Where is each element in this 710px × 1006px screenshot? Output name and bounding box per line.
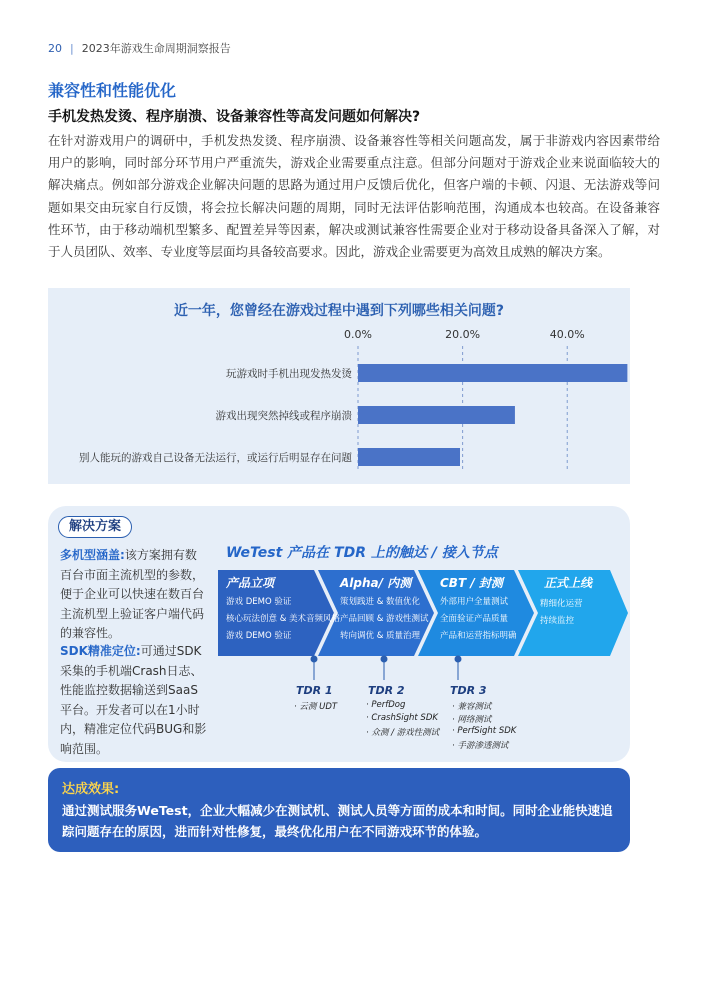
x-tick-label: 20.0% (445, 328, 481, 341)
category-label: 别人能玩的游戏自己设备无法运行，或运行后明显存在问题 (79, 452, 352, 464)
category-label: 游戏出现突然掉线或程序崩溃 (215, 410, 352, 422)
page-number: 20 (48, 42, 62, 55)
sdk-line: 性能监控数据输送到SaaS (60, 683, 198, 697)
sdk-line: 可通过SDK (140, 644, 202, 658)
tdr3-label: TDR 3 (450, 684, 487, 697)
coverage-line: 的兼容性。 (60, 626, 121, 640)
sdk-line: 平台。开发者可以在1小时 (60, 702, 200, 717)
tdr3-dot (455, 656, 462, 663)
effect-title: 达成效果: (62, 782, 120, 797)
stage-1-item: 游戏 DEMO 验证 (226, 597, 292, 607)
sdk-line: 内，精准定位代码BUG和影 (60, 722, 207, 736)
coverage-line: 主流机型上验证客户端代码 (60, 606, 205, 621)
stage-1-item: 核心玩法创意 & 美术音频风格 (226, 614, 341, 624)
stage-2-title: Alpha/ 内测 (340, 576, 412, 590)
header-separator: | (70, 42, 74, 55)
effect-text: 通过测试服务WeTest，企业大幅减少在测试机、测试人员等方面的成本和时间。同时企业能快速追踪问题存在的原因，进而针对性修复，最终优化用户在不同游戏环节的体验。 (62, 803, 613, 839)
sdk-highlight: SDK精准定位: (60, 644, 141, 658)
section-title: 兼容性和性能优化 (48, 81, 177, 100)
coverage-line: 百台市面主流机型的参数， (60, 567, 205, 582)
sdk-line: 响范围。 (60, 741, 109, 756)
stage-2-item: 策划践进 & 数值优化 (340, 597, 421, 607)
stage-1-title: 产品立项 (226, 576, 275, 590)
tdr3-item: · 网络测试 (452, 715, 492, 725)
tdr2-dot (381, 656, 388, 663)
tdr2-label: TDR 2 (368, 684, 405, 697)
stage-3-item: 产品和运营指标明确 (440, 631, 517, 641)
tdr3-item: · 兼容测试 (452, 702, 492, 712)
sdk-line: 采集的手机端Crash日志、 (60, 663, 203, 678)
tdr1-dot (311, 656, 318, 663)
tdr2-item: · 众测 / 游戏性测试 (366, 728, 440, 738)
report-title: 2023年游戏生命周期洞察报告 (81, 42, 231, 55)
tdr2-item: · PerfDog (366, 700, 406, 710)
question-heading: 手机发热发烫、程序崩溃、设备兼容性等高发问题如何解决? (48, 109, 421, 125)
tdr3-item: · PerfSight SDK (452, 726, 517, 736)
tdr2-item: · CrashSight SDK (366, 713, 438, 723)
solution-tag: 解决方案 (58, 516, 132, 538)
coverage-line: 便于企业可以快速在数百台 (60, 587, 205, 601)
body-paragraph: 在针对游戏用户的调研中，手机发热发烫、程序崩溃、设备兼容性等相关问题高发，属于非游戏内容因素带给用户的影响，同时部分环节用户严重流失，游戏企业需要重点注意。但部分问题对于游戏企业来说面临较大的解决痛点。例如部分游戏企业解决问题的思路为通过用户反馈后优化，但客户端的卡顿、闪退、无法游戏等问题如果交由玩家自行反馈，将会拉长解决问题的周期，同时无法评估影响范围，沟通成本也较高。在设备兼容性环节，由于移动端机型繁多、配置差异等因素，解决或测试兼容性需要企业对于移动设备具备深入了解，对于人员团队、效率、专业度等层面均具备较高要求。因此，游戏企业需要更为高效且成熟的解决方案。 (48, 133, 660, 260)
category-label: 玩游戏时手机出现发热发烫 (226, 368, 352, 380)
coverage-line: 该方案拥有数 (124, 548, 197, 562)
chart-title: 近一年，您曾经在游戏过程中遇到下列哪些相关问题? (173, 303, 505, 319)
stage-4-title: 正式上线 (544, 576, 593, 590)
stage-1-item: 游戏 DEMO 验证 (226, 631, 292, 641)
flow-title: WeTest 产品在 TDR 上的触达 / 接入节点 (226, 545, 498, 561)
x-tick-label: 40.0% (549, 328, 585, 341)
stage-4-item: 持续监控 (540, 616, 575, 626)
stage-3-item: 全面验证产品质量 (440, 614, 509, 624)
tdr1-label: TDR 1 (296, 684, 333, 697)
stage-3-title: CBT / 封测 (440, 576, 503, 590)
x-tick-label: 0.0% (344, 328, 372, 341)
stage-4-item: 精细化运营 (540, 599, 583, 609)
stage-3-item: 外部用户全量测试 (440, 597, 509, 607)
stage-2-item: 转向调优 & 质量治理 (340, 631, 421, 641)
tdr3-item: · 手游渗透测试 (452, 741, 509, 751)
coverage-highlight: 多机型涵盖: (60, 548, 125, 562)
stage-2-item: 产品回顾 & 游戏性测试 (340, 614, 429, 624)
tdr1-item: · 云测 UDT (294, 702, 338, 712)
